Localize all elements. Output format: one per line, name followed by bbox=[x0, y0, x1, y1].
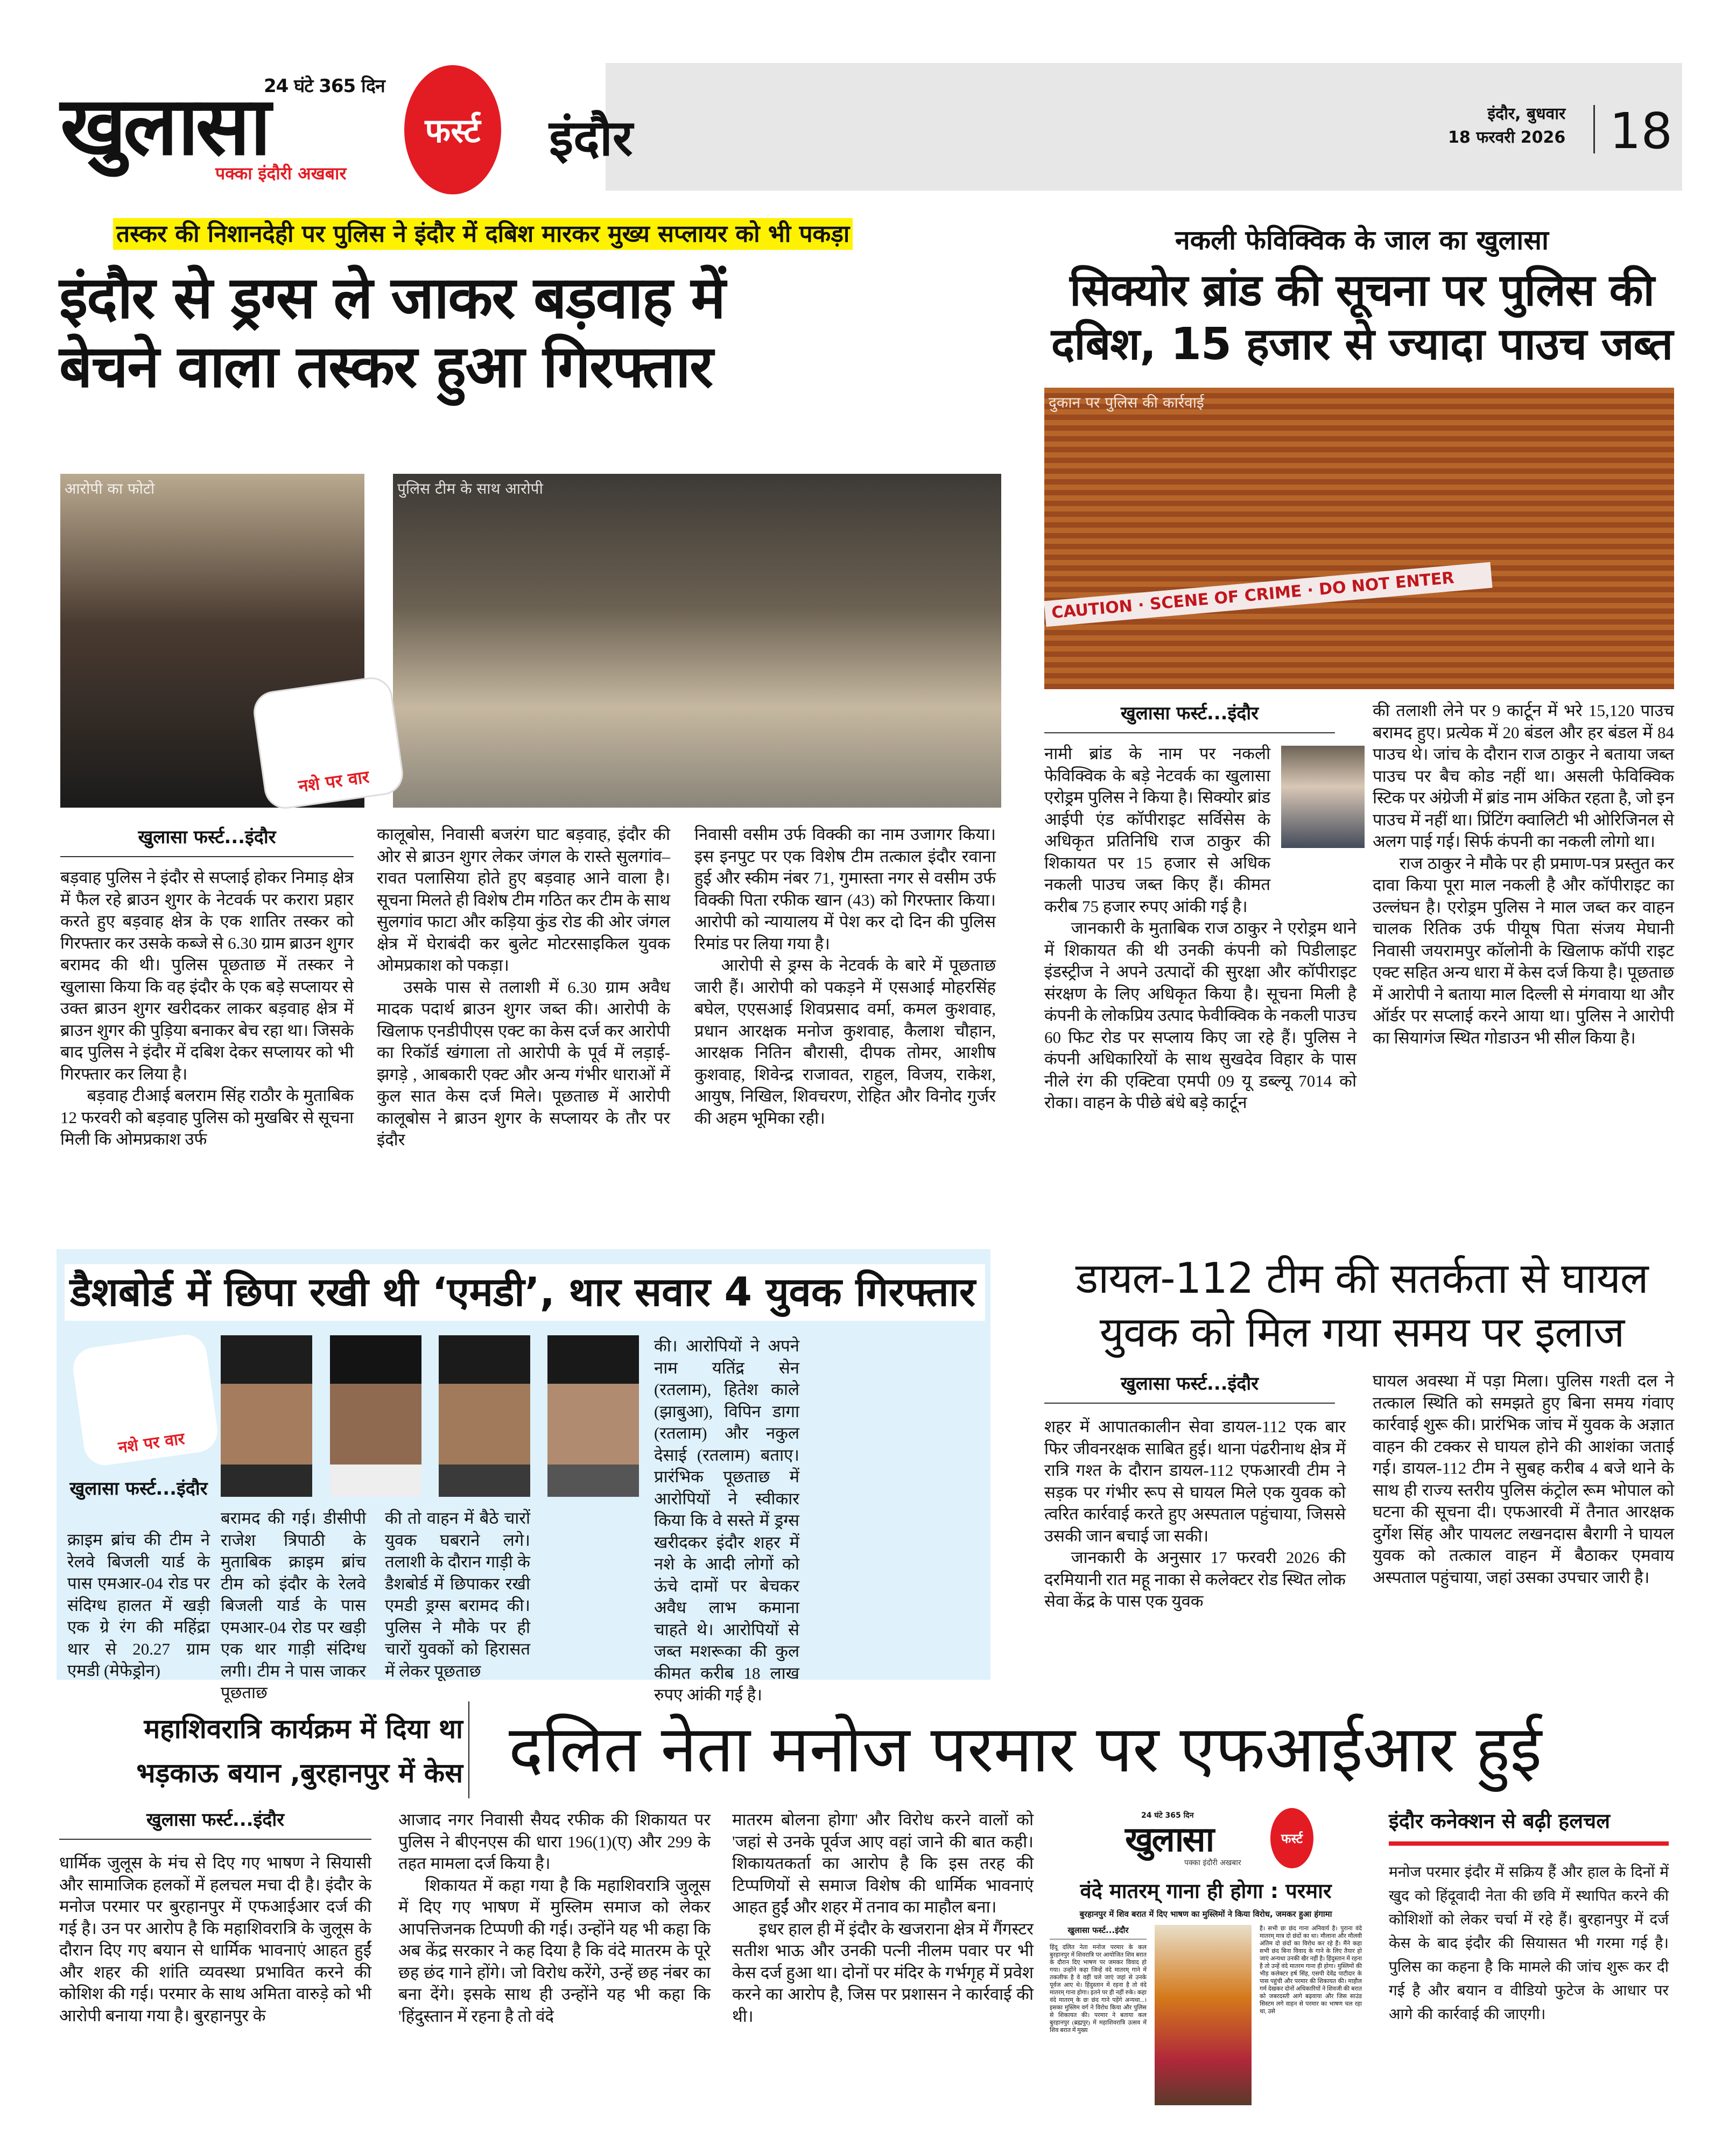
story3-column-1: क्राइम ब्रांच की टीम ने रेलवे बिजली यार्ड के पास एमआर-04 रोड पर संदिग्ध हालत में खड़ी एक ग्रे रंग की महिंद्रा थार से 20.27 ग्राम एमडी (मेफेड्रोन) bbox=[67, 1530, 210, 1680]
story1-para: आरोपी से ड्रग्स के नेटवर्क के बारे में पूछताछ जारी हैं। आरोपी को पकड़ने में एसआई मोहरसिंह बघेल, एएसआई शिवप्रसाद वर्मा, कमल कुशवाह, प्रधान आरक्षक मनोज कुशवाह, कैलाश चौहान, आरक्षक नितिन बौरासी, दीपक तोमर, आशीष कुशवाह, शिवेन्द्र राजावत, राहुल, विजय, राकेश, आयुष, निखिल, शिवचरण, रोहित और विनोद गुर्जर की अहम भूमिका रही। bbox=[694, 956, 996, 1127]
story1-photo-police-team[interactable] bbox=[393, 474, 1001, 808]
story5-para: मातरम बोलना होगा' और विरोध करने वालों को 'जहां से उनके पूर्वज आए वहां जाने की बात कही। शिकायतकर्ता का आरोप है कि इस तरह की टिप्पणियों से समाज विशेष की धार्मिक भावनाएं आहत हुईं और शहर में तनाव का माहौल बना। bbox=[732, 1810, 1034, 1916]
story2-byline: खुलासा फर्स्ट...इंदौर bbox=[1044, 700, 1335, 733]
story5-byline: खुलासा फर्स्ट...इंदौर bbox=[59, 1806, 371, 1840]
logo-tagline: 24 घंटे 365 दिन bbox=[264, 75, 385, 97]
story5-sidebar-text: मनोज परमार इंदौर में सक्रिय हैं और हाल के दिनों में खुद को हिंदूवादी नेता की छवि में स्थापित करने की कोशिशों को लेकर चर्चा में रहे हैं। बुरहानपुर में दर्ज केस के बाद इंदौर की सियासत भी गरमा गई है। पुलिस का कहना है कि मामले की जांच शुरू कर दी गई है और बयान व वीडियो फुटेज के आधार पर आगे की कार्रवाई की जाएगी। bbox=[1389, 1863, 1669, 2023]
story1-nashe-par-vaar-badge bbox=[251, 675, 406, 811]
story1-headline[interactable] bbox=[59, 264, 1007, 402]
story2-kicker: नकली फेविक्विक के जाल का खुलासा bbox=[1175, 225, 1549, 256]
story2-photo-alt: दुकान पर पुलिस की कार्रवाई bbox=[1049, 394, 1204, 411]
story2-para: की तलाशी लेने पर 9 कार्टून में भरे 15,120 पाउच बरामद हुए। प्रत्येक में 20 बंडल और हर बंडल में 84 पाउच थे। जांच के दौरान राज ठाकुर ने बताया जब्त पाउच पर बैच कोड नहीं था। असली फेविक्विक स्टिक पर अंग्रेजी में ब्रांड नाम अंकित रहता है, जो इन पाउच में नहीं था। प्रिंटिंग क्वालिटी भी ओरिजिनल से अलग पाई गई। सिर्फ कंपनी का नकली लोगो था। bbox=[1373, 701, 1674, 851]
logo-first-text: फर्स्ट bbox=[425, 111, 481, 150]
story3-byline: खुलासा फर्स्ट...इंदौर bbox=[69, 1478, 208, 1500]
story5-kicker-line2: भड़काऊ बयान ,बुरहानपुर में केस bbox=[136, 1757, 463, 1789]
story4-headline-line2: युवक को मिल गया समय पर इलाज bbox=[1099, 1308, 1625, 1357]
logo-wordmark[interactable]: खुलासा bbox=[60, 80, 268, 173]
story2-photo-shop-raid[interactable] bbox=[1044, 388, 1674, 689]
story5-kicker-line1: महाशिवरात्रि कार्यक्रम में दिया था bbox=[144, 1713, 463, 1744]
inset-logo-sub: पक्का इंदौरी अखबार bbox=[1184, 1859, 1241, 1867]
story4-column-1 bbox=[1044, 1416, 1346, 1613]
inset-logo-tag: 24 घंटे 365 दिन bbox=[1141, 1811, 1194, 1820]
page-number: 18 bbox=[1610, 102, 1673, 160]
sidebar-red-rule bbox=[1389, 1841, 1669, 1846]
inset-text-left: हिंदू दलित नेता मनोज परमार के कल बुरहानपुर में शिवरात्रि पर आयोजित शिव बरात के दौरान दिए भाषण पर जमकर विवाद हो गया। उन्होंने कहा जिन्हें वंदे मातरम् गाने में तकलीफ है वे वहीं चले जाएं जहां से उनके पूर्वज आए थे। हिंदुस्तान में रहना है तो वंदे मातरम् गाना होगा। इतने पर ही नहीं रुके। कहा वंदे मातरम् के छः छंद गाने पड़ेंगे अन्यथा...। इसका मुस्लिम वर्ग ने विरोध किया और पुलिस से शिकायत की। परमार ने बताया कल बुरहानपुर (ब्रह्मपुर) में महाशिवरात्रि उत्सव में शिव बरात में मुख्य bbox=[1050, 1944, 1147, 2034]
story1-para: कालूबोस, निवासी बजरंग घाट बड़वाह, इंदौर की ओर से ब्राउन शुगर लेकर जंगल के रास्ते सुलगांव–रावत पलासिया होते हुए बड़वाह आने वाला है। सूचना मिलते ही विशेष टीम गठित कर टीम के साथ सुलगांव फाटा और कड़िया कुंड रोड की ओर जंगल क्षेत्र में घेराबंदी कर बुलेट मोटरसाइकिल युवक ओमप्रकाश को पकड़ा। bbox=[377, 825, 670, 975]
inset-logo-badge bbox=[1270, 1808, 1313, 1868]
dateline bbox=[1448, 102, 1565, 150]
story1-para: बड़वाह पुलिस ने इंदौर से सप्लाई होकर निमाड़ क्षेत्र में फैल रहे ब्राउन शुगर के नेटवर्क पर करारा प्रहार करते हुए बड़वाह क्षेत्र के एक शातिर तस्कर को गिरफ्तार कर उसके कब्जे से 6.30 ग्राम ब्राउन शुगर बरामद की थी। पुलिस पूछताछ में तस्कर ने खुलासा किया कि वह इंदौर के एक बड़े सप्लायर से उक्त ब्राउन शुगर खरीदकर लाकर बड़वाह क्षेत्र में ब्राउन शुगर की पुड़िया बनाकर बेच रहा था। जिसके बाद पुलिस ने इंदौर में दबिश देकर सप्लायर को भी गिरफ्तार कर लिया है। bbox=[60, 868, 354, 1083]
story3-column-3: की तो वाहन में बैठे चारों युवक घबराने लगे। तलाशी के दौरान गाड़ी के डैशबोर्ड में छिपाकर रखी एमडी ड्रग्स बरामद की। पुलिस ने मौके पर ही चारों युवकों को हिरासत में लेकर पूछताछ bbox=[385, 1509, 530, 1680]
inset-photo-parmar bbox=[1155, 1925, 1252, 2105]
story5-headline[interactable]: दलित नेता मनोज परमार पर एफआईआर हुई bbox=[509, 1712, 1542, 1787]
story5-para: शिकायत में कहा गया है कि महाशिवरात्रि जुलूस में दिए गए भाषण में मुस्लिम समाज को लेकर आपत्तिजनक टिप्पणी की गई। उन्होंने यह भी कहा कि अब केंद्र सरकार ने कह दिया है कि वंदे मातरम के पूरे छह छंद गाने होंगे। जो विरोध करेंगे, उन्हें छह नंबर का बना देंगे। इसके साथ ही उन्होंने यह भी कहा कि 'हिंदुस्तान में रहना है तो वंदे bbox=[398, 1875, 711, 2026]
inset-text-right: है। सभी छः छंद गाना अनिवार्य है। पुराना वंदे मातरम् मात्र दो छंदों का था। मौलाना और मौलवी अंतिम दो छंदों का विरोध कर रहे हैं। मैंने कहा सभी छंद बिना विवाद के गाने के लिए तैयार हो जाएं अन्यथा उनकी खैर नहीं है। हिंदुस्तान में रहना है तो उन्हें वंदे मातरम गाना ही होगा। मुस्लिमों की भीड़ कलेक्टर हर्ष सिंह, एसपी देवेंद्र पाटीदार के पास पहुंची और परमार की शिकायत की। माहौल गर्म देखकर दोनों अधिकारियों ने शिवजी की बरात को जबरदस्ती आगे बढ़वाया और जिस साउंड सिस्टम लगे वाहन से परमार का भाषण चल रहा था, उसे bbox=[1260, 1925, 1362, 2015]
story4-headline[interactable] bbox=[1039, 1252, 1685, 1360]
story4-column-2 bbox=[1373, 1370, 1674, 1588]
story1-headline-line2: बेचने वाला तस्कर हुआ गिरफ्तार bbox=[59, 333, 713, 401]
story1-column-3 bbox=[694, 824, 996, 1129]
story5-column-2 bbox=[398, 1809, 711, 2027]
story1-badge-caption: नशे पर वार bbox=[297, 766, 371, 797]
story3-mugshot[interactable] bbox=[439, 1335, 530, 1497]
story1-para: उसके पास से तलाशी में 6.30 ग्राम अवैध मादक पदार्थ ब्राउन शुगर जब्त की। आरोपी के खिलाफ एनडीपीएस एक्ट का केस दर्ज कर आरोपी का रिकॉर्ड खंगाला तो आरोपी के पूर्व में लड़ाई-झगड़े , आबकारी एक्ट और अन्य गंभीर धाराओं में कुल सात केस दर्ज मिले। पूछताछ में आरोपी कालूबोस ने ब्राउन शुगर के सप्लायर के तौर पर इंदौर bbox=[377, 977, 670, 1149]
story3-headline[interactable]: डैशबोर्ड में छिपा रखी थी ‘एमडी’, थार सवार 4 युवक गिरफ्तार bbox=[65, 1264, 985, 1321]
story1-para: निवासी वसीम उर्फ विक्की का नाम उजागर किया। इस इनपुट पर एक विशेष टीम तत्काल इंदौर रवाना हुई और स्कीम नंबर 71, गुमास्ता नगर से वसीम उर्फ विक्की पिता रफीक खान (43) को गिरफ्तार किया। आरोपी को न्यायालय में पेश कर दो दिन की पुलिस रिमांड पर लिया गया है। bbox=[694, 825, 996, 953]
vande-mataram-clipping[interactable] bbox=[1044, 1804, 1373, 2105]
story2-para: राज ठाकुर ने मौके पर ही प्रमाण-पत्र प्रस्तुत कर दावा किया पूरा माल नकली है और कॉपीराइट का उल्लंघन है। एरोड्रम पुलिस ने माल जब्त कर वाहन चालक रितिक उर्फ पीयूष पिता संजय मेघानी निवासी जयरामपुर कॉलोनी के खिलाफ कॉपी राइट एक्ट सहित अन्य धारा में केस दर्ज किया है। पूछताछ में आरोपी ने बताया माल दिल्ली से मंगवाया था और ऑर्डर पर सप्लाई करने आया था। पुलिस ने आरोपी का सियागंज स्थित गोडाउन भी सील किया है। bbox=[1373, 853, 1674, 1047]
story4-para: शहर में आपातकालीन सेवा डायल-112 एक बार फिर जीवनरक्षक साबित हुई। थाना पंढरीनाथ क्षेत्र में रात्रि गश्त के दौरान डायल-112 एफआरवी टीम ने सड़क पर गंभीर रूप से घायल मिले एक युवक को त्वरित कार्रवाई करते हुए अस्पताल पहुंचाया, जिससे उसकी जान बचाई जा सकी। bbox=[1044, 1417, 1346, 1545]
edition-city: इंदौर bbox=[549, 109, 633, 167]
story3-column-2: बरामद की गई। डीसीपी राजेश त्रिपाठी के मुताबिक क्राइम ब्रांच टीम को इंदौर के रेलवे बिजली यार्ड के पास एमआर-04 रोड पर खड़ी एक थार गाड़ी संदिग्ध लगी। टीम ने पास जाकर पूछताछ bbox=[221, 1509, 366, 1702]
inset-subhead: बुरहानपुर में शिव बरात में दिए भाषण का मुस्लिमों ने किया विरोध, जमकर हुआ हंगामा bbox=[1079, 1909, 1332, 1919]
story3-mugshot[interactable] bbox=[330, 1335, 421, 1497]
inset-logo-badge-text: फर्स्ट bbox=[1281, 1831, 1303, 1846]
kicker-divider bbox=[468, 1701, 469, 1798]
story1-headline-line1: इंदौर से ड्रग्स ले जाकर बड़वाह में bbox=[59, 264, 725, 332]
logo-first-badge bbox=[401, 62, 504, 198]
story4-para: जानकारी के अनुसार 17 फरवरी 2026 की दरमियानी रात महू नाका से कलेक्टर रोड स्थित लोक सेवा केंद्र के पास एक युवक bbox=[1044, 1548, 1346, 1610]
story2-para: जानकारी के मुताबिक राज ठाकुर ने एरोड्रम थाने में शिकायत की थी उनकी कंपनी को पिडीलाइट इंडस्ट्रीज ने अपने उत्पादों की सुरक्षा और कॉपीराइट संरक्षण के लिए अधिकृत किया है। सूचना मिली है कंपनी के लोकप्रिय उत्पाद फेवीक्विक के नकली पाउच 60 फिट रोड पर सप्लाय किए जा रहे हैं। पुलिस ने कंपनी अधिकारियों के साथ सुखदेव विहार के पास नीले रंग की एक्टिवा एमपी 09 यू डब्ल्यू 7014 को रोका। वाहन के पीछे बंधे बड़े कार्टून bbox=[1044, 919, 1357, 1112]
story5-column-3 bbox=[732, 1809, 1034, 2027]
story1-kicker-text: तस्कर की निशानदेही पर पुलिस ने इंदौर में दबिश मारकर मुख्य सप्लायर को भी पकड़ा bbox=[113, 218, 853, 250]
story1-photo-team-alt: पुलिस टीम के साथ आरोपी bbox=[397, 480, 543, 498]
story3-box bbox=[57, 1249, 990, 1704]
story1-column-2 bbox=[377, 824, 670, 1151]
story4-headline-line1: डायल-112 टीम की सतर्कता से घायल bbox=[1076, 1255, 1648, 1303]
inset-byline: खुलासा फर्स्ट...इंदौर bbox=[1050, 1925, 1147, 1939]
story1-column-1 bbox=[60, 867, 354, 1151]
story3-column-4: की। आरोपियों ने अपने नाम यतिंद्र सेन (रतलाम), हितेश काले (झाबुआ), विपिन डागा (रतलाम) और नकुल देसाई (रतलाम) बताए। प्रारंभिक पूछताछ में आरोपियों ने स्वीकार किया कि वे सस्ते में ड्रग्स खरीदकर इंदौर शहर में नशे के आदी लोगों को ऊंचे दामों पर बेचकर अवैध लाभ कमाना चाहते थे। आरोपियों से जब्त मशरूका की कुल कीमत करीब 18 लाख रुपए आंकी गई है। bbox=[654, 1336, 799, 1704]
story5-para: आजाद नगर निवासी सैयद रफीक की शिकायत पर पुलिस ने बीएनएस की धारा 196(1)(ए) और 299 के तहत मामला दर्ज किया है। bbox=[398, 1810, 711, 1873]
dateline-place-day: इंदौर, बुधवार bbox=[1487, 104, 1566, 123]
caution-tape: CAUTION · SCENE OF CRIME · DO NOT ENTER bbox=[1044, 562, 1492, 627]
story5-sidebar-title: इंदौर कनेक्शन से बढ़ी हलचल bbox=[1389, 1809, 1610, 1833]
story1-kicker bbox=[113, 216, 853, 249]
story1-photo-accused-alt: आरोपी का फोटो bbox=[65, 480, 155, 498]
story2-column-2 bbox=[1373, 700, 1674, 1049]
story2-para: नामी ब्रांड के नाम पर नकली फेविक्विक के बड़े नेटवर्क का खुलासा एरोड्रम पुलिस ने किया है। सिक्योर ब्रांड आईपी एंड कॉपीराइट सर्विसेस के अधिकृत प्रतिनिधि राज ठाकुर की शिकायत पर 15 हजार से अधिक नकली पाउच जब्त किए हैं। कीमत करीब 75 हजार रुपए आंकी गई है। bbox=[1044, 744, 1270, 916]
inset-headline: वंदे मातरम् गाना ही होगा : परमार bbox=[1080, 1879, 1332, 1903]
story2-headline-line2: दबिश, 15 हजार से ज्यादा पाउच जब्त bbox=[1051, 319, 1673, 370]
logo-subtitle: पक्का इंदौरी अखबार bbox=[215, 163, 347, 184]
story5-column-1: धार्मिक जुलूस के मंच से दिए गए भाषण ने सियासी और सामाजिक हलकों में हलचल मचा दी है। इंदौर के मनोज परमार पर बुरहानपुर में एफआईआर दर्ज की गई है। उन पर आरोप है कि महाशिवरात्रि के जुलूस के दौरान दिए गए बयान से धार्मिक भावनाएं आहत हुईं और शहर की शांति व्यवस्था प्रभावित करने की कोशिश की गई। परमार के साथ अमिता वारुड़े को भी आरोपी बनाया गया है। बुरहानपुर के bbox=[59, 1853, 371, 2025]
page-number-divider bbox=[1593, 105, 1595, 153]
story4-byline: खुलासा फर्स्ट...इंदौर bbox=[1044, 1370, 1335, 1404]
story2-headline-line1: सिक्योर ब्रांड की सूचना पर पुलिस की bbox=[1070, 265, 1654, 316]
dateline-date: 18 फरवरी 2026 bbox=[1448, 128, 1566, 147]
story4-para: घायल अवस्था में पड़ा मिला। पुलिस गश्ती दल ने तत्काल स्थिति को समझते हुए बिना समय गंवाए कार्रवाई शुरू की। प्रारंभिक जांच में युवक के अज्ञात वाहन की टक्कर से घायल होने की आशंका जताई गई। डायल-112 टीम ने सुबह करीब 4 बजे थाने के साथ ही राज्य स्तरीय पुलिस कंट्रोल रूम भोपाल को घटना की सूचना दी। एफआरवी में तैनात आरक्षक दुर्गेश सिंह और पायलट लखनदास बैरागी ने घायल युवक को तत्काल वाहन में बैठाकर एमवाय अस्पताल पहुंचाया, जहां उसका उपचार जारी है। bbox=[1373, 1371, 1674, 1587]
story5-para: इधर हाल ही में इंदौर के खजराना क्षेत्र में गैंगस्टर सतीश भाऊ और उनकी पत्नी नीलम पवार पर भी केस दर्ज हुआ था। दोनों पर मंदिर के गर्भगृह में प्रवेश करने का आरोप है, जिस पर प्रशासन ने कार्रवाई की थी। bbox=[732, 1919, 1034, 2026]
story3-nashe-par-vaar-badge bbox=[71, 1332, 220, 1468]
story1-para: बड़वाह टीआई बलराम सिंह राठौर के मुताबिक 12 फरवरी को बड़वाह पुलिस को मुखबिर से सूचना मिली कि ओमप्रकाश उर्फ bbox=[60, 1086, 354, 1148]
story2-column-1 bbox=[1044, 743, 1357, 1114]
story5-kicker bbox=[59, 1707, 463, 1795]
story3-badge-caption: नशे पर वार bbox=[117, 1429, 186, 1458]
story3-mugshot[interactable] bbox=[221, 1335, 312, 1497]
story1-byline: खुलासा फर्स्ट...इंदौर bbox=[60, 824, 354, 857]
story3-mugshot[interactable] bbox=[547, 1335, 639, 1497]
inset-logo-word: खुलासा bbox=[1125, 1820, 1213, 1860]
story2-headline[interactable] bbox=[1039, 264, 1685, 372]
